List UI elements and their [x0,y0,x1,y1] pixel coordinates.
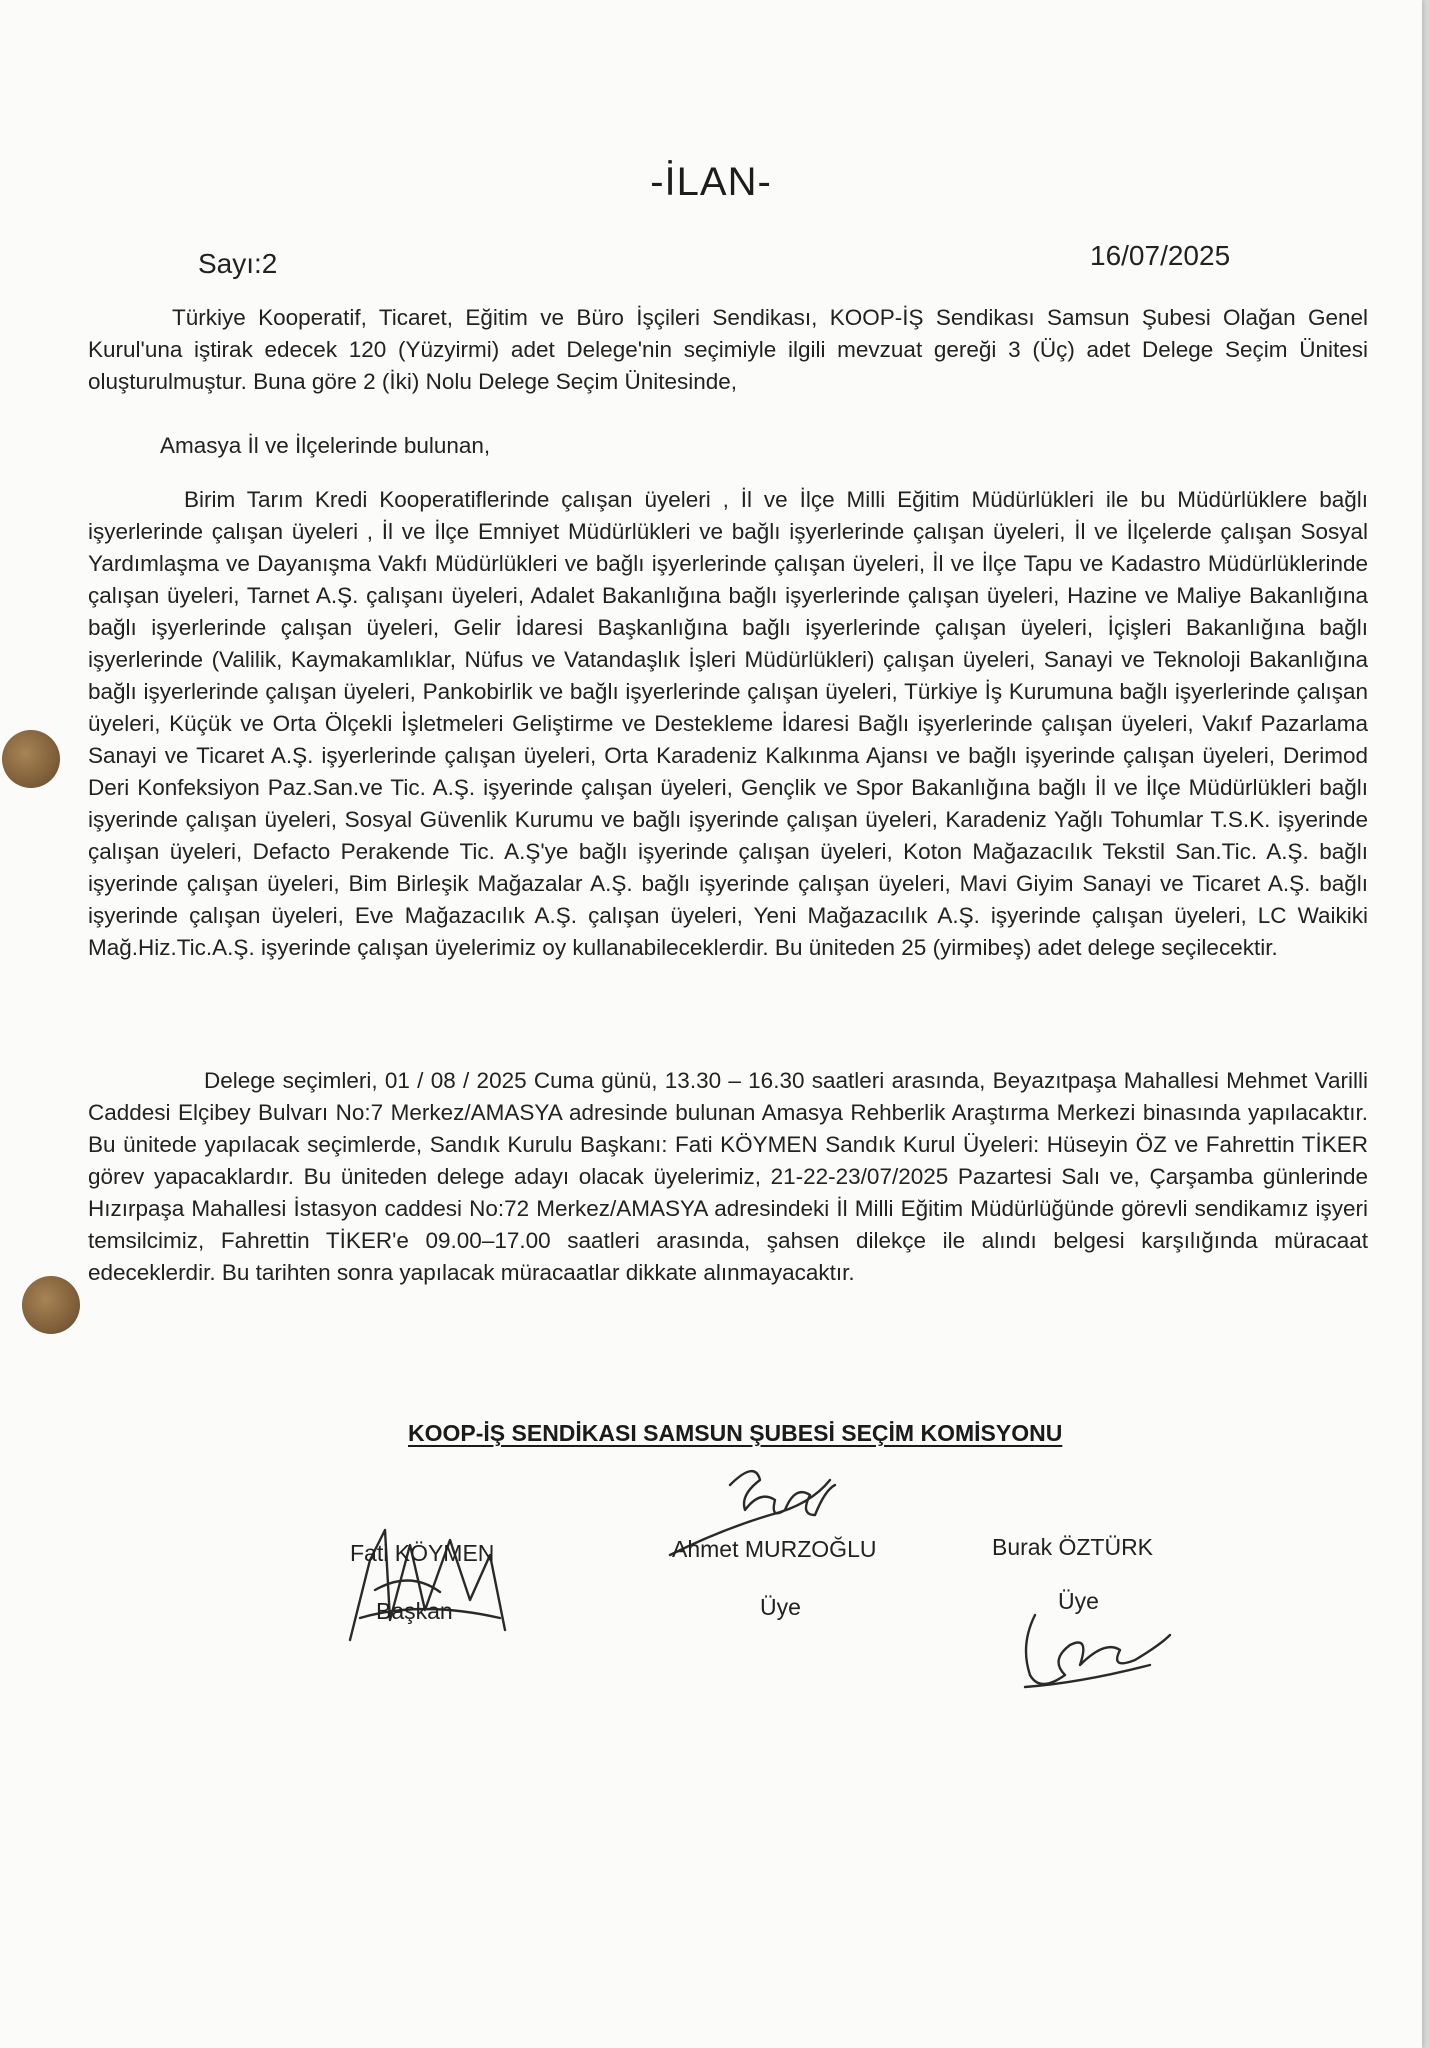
signature-uye-2 [1010,1605,1180,1695]
signatory-role: Üye [1058,1588,1099,1614]
election-details-paragraph: Delege seçimleri, 01 / 08 / 2025 Cuma günü, 13.30 – 16.30 saatleri arasında, Beyazıtpaşa Mahallesi Mehmet Varilli Caddesi Elçibey Bulvarı No:7 Merkez/AMASYA adresinde bulunan Amasya Rehberlik Araştırma Merkezi binasında yapılacaktır. Bu ünitede yapılacak seçimlerde, Sandık Kurulu Başkanı: Fati KÖYMEN Sandık Kurul Üyeleri: Hüseyin ÖZ ve Fahrettin TİKER görev yapacaklardır. Bu üniteden delege adayı olacak üyelerimiz, 21-22-23/07/2025 Pazartesi Salı ve, Çarşamba günlerinde Hızırpaşa Mahallesi İstasyon caddesi No:72 Merkez/AMASYA adresindeki İl Milli Eğitim Müdürlüğünde görevli sendikamız işyeri temsilcimiz, Fahrettin TİKER'e 09.00–17.00 saatleri arasında, şahsen dilekçe ile alındı belgesi karşılığında müracaat edeceklerdir. Bu tarihten sonra yapılacak müracaatlar dikkate alınmayacaktır. [88,1068,1368,1285]
notice-title: -İLAN- [650,160,772,204]
notice-number: Sayı:2 [198,248,278,279]
location-line: Amasya İl ve İlçelerinde bulunan, [160,433,491,458]
notice-date: 16/07/2025 [1090,240,1231,271]
signatory-name: Fati KÖYMEN [350,1540,495,1566]
punch-hole [2,730,60,788]
intro-paragraph: Türkiye Kooperatif, Ticaret, Eğitim ve Büro İşçileri Sendikası, KOOP-İŞ Sendikası Samsun Şubesi Olağan Genel Kurul'una iştirak edecek 120 (Yüzyirmi) adet Delege'nin seçimiyle ilgili mevzuat gereği 3 (Üç) adet Delege Seçim Ünitesi oluşturulmuştur. Buna göre 2 (İki) Nolu Delege Seçim Ünitesinde, [88,305,1368,394]
committee-heading: KOOP-İŞ SENDİKASI SAMSUN ŞUBESİ SEÇİM KOMİSYONU [408,1420,1063,1446]
signatory-role: Başkan [376,1598,453,1624]
signature-baskan [330,1500,530,1650]
signatory-name: Burak ÖZTÜRK [992,1534,1154,1560]
signatory-role: Üye [760,1594,801,1620]
punch-hole [22,1276,80,1334]
eligible-members-paragraph: Birim Tarım Kredi Kooperatiflerinde çalışan üyeleri , İl ve İlçe Milli Eğitim Müdürlükleri ile bu Müdürlüklere bağlı işyerlerinde çalışan üyeleri , İl ve İlçe Emniyet Müdürlükleri ve bağlı işyerlerinde çalışan üyeleri, İl ve İlçelerde çalışan Sosyal Yardımlaşma ve Dayanışma Vakfı Müdürlükleri ve bağlı işyerlerinde çalışan üyeleri, İl ve İlçe Tapu ve Kadastro Müdürlüklerinde çalışan üyeleri, Tarnet A.Ş. çalışanı üyeleri, Adalet Bakanlığına bağlı işyerlerinde çalışan üyeleri, Hazine ve Maliye Bakanlığına bağlı işyerlerinde çalışan üyeleri, Gelir İdaresi Başkanlığına bağlı işyerlerinde çalışan üyeleri, İçişleri Bakanlığına bağlı işyerlerinde (Valilik, Kaymakamlıklar, Nüfus ve Vatandaşlık İşleri Müdürlükleri) çalışan üyeleri, Sanayi ve Teknoloji Bakanlığına bağlı işyerlerinde çalışan üyeleri, Pankobirlik ve bağlı işyerlerinde çalışan üyeleri, Türkiye İş Kurumuna bağlı işyerlerinde çalışan üyeleri, Küçük ve Orta Ölçekli İşletmeleri Geliştirme ve Destekleme İdaresi Bağlı işyerlerinde çalışan üyeleri, Vakıf Pazarlama Sanayi ve Ticaret A.Ş. işyerlerinde çalışan üyeleri, Orta Karadeniz Kalkınma Ajansı ve bağlı işyerinde çalışan üyeleri, Derimod Deri Konfeksiyon Paz.San.ve Tic. A.Ş. işyerinde çalışan üyeleri, Gençlik ve Spor Bakanlığına bağlı İl ve İlçe Müdürlükleri bağlı işyerinde çalışan üyeleri, Sosyal Güvenlik Kurumu ve bağlı işyerinde çalışan üyeleri, Karadeniz Yağlı Tohumlar T.S.K. işyerinde çalışan üyeleri, Defacto Perakende Tic. A.Ş'ye bağlı işyerinde çalışan üyeleri, Koton Mağazacılık Tekstil San.Tic. A.Ş. bağlı işyerinde çalışan üyeleri, Bim Birleşik Mağazalar A.Ş. bağlı işyerinde çalışan üyeleri, Mavi Giyim Sanayi ve Ticaret A.Ş. bağlı işyerinde çalışan üyeleri, Eve Mağazacılık A.Ş. çalışan üyeleri, Yeni Mağazacılık A.Ş. işyerinde çalışan üyeleri, LC Waikiki Mağ.Hiz.Tic.A.Ş. işyerinde çalışan üyelerimiz oy kullanabileceklerdir. Bu üniteden 25 (yirmibeş) adet delege seçilecektir. [88,487,1368,960]
signatory-name: Ahmet MURZOĞLU [672,1536,877,1562]
